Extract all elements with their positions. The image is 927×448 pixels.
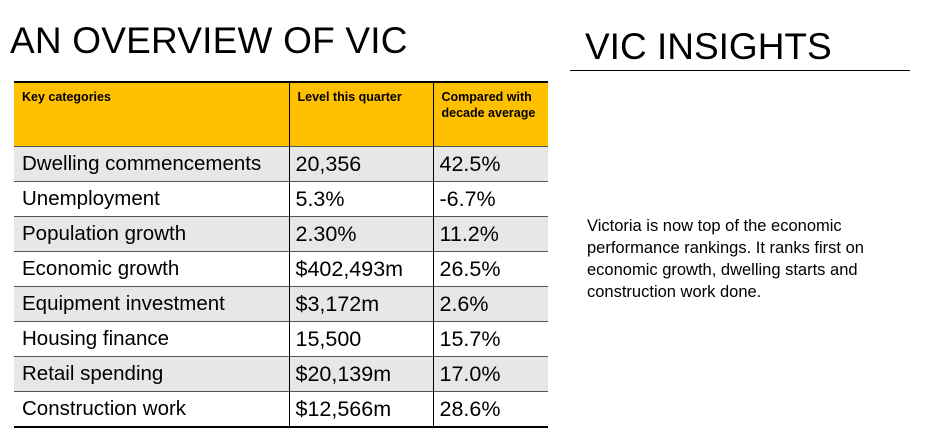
table-row <box>14 287 548 322</box>
level-cell: $3,172m <box>289 287 433 322</box>
insight-paragraph: Victoria is now top of the economic performance rankings. It ranks first on economic growth, dwelling starts and construction work done. <box>587 217 864 301</box>
table-row <box>14 357 548 392</box>
category-cell: Dwelling commencements <box>14 147 289 182</box>
overview-table <box>14 81 548 428</box>
column-header-category: Key categories <box>14 82 289 147</box>
compared-cell: -6.7% <box>433 182 548 217</box>
category-cell: Unemployment <box>14 182 289 217</box>
column-header-compared: Compared with decade average <box>433 82 548 147</box>
category-cell: Housing finance <box>14 322 289 357</box>
overview-title: AN OVERVIEW OF VIC <box>10 20 408 61</box>
column-header-level: Level this quarter <box>289 82 433 147</box>
compared-cell: 42.5% <box>433 147 548 182</box>
compared-cell: 11.2% <box>433 217 548 252</box>
insights-title-rule <box>570 70 910 71</box>
table-row <box>14 252 548 287</box>
table-header-row <box>14 82 548 147</box>
compared-cell: 26.5% <box>433 252 548 287</box>
insights-title: VIC INSIGHTS <box>585 26 832 67</box>
table-row <box>14 217 548 252</box>
category-cell: Retail spending <box>14 357 289 392</box>
category-cell: Economic growth <box>14 252 289 287</box>
category-cell: Construction work <box>14 392 289 428</box>
level-cell: 20,356 <box>289 147 433 182</box>
level-cell: $12,566m <box>289 392 433 428</box>
level-cell: 15,500 <box>289 322 433 357</box>
level-cell: 2.30% <box>289 217 433 252</box>
compared-cell: 15.7% <box>433 322 548 357</box>
compared-cell: 2.6% <box>433 287 548 322</box>
compared-cell: 17.0% <box>433 357 548 392</box>
table-row <box>14 392 548 428</box>
level-cell: $402,493m <box>289 252 433 287</box>
category-cell: Equipment investment <box>14 287 289 322</box>
table-row <box>14 182 548 217</box>
table-row <box>14 322 548 357</box>
level-cell: $20,139m <box>289 357 433 392</box>
category-cell: Population growth <box>14 217 289 252</box>
table-row <box>14 147 548 182</box>
compared-cell: 28.6% <box>433 392 548 428</box>
level-cell: 5.3% <box>289 182 433 217</box>
